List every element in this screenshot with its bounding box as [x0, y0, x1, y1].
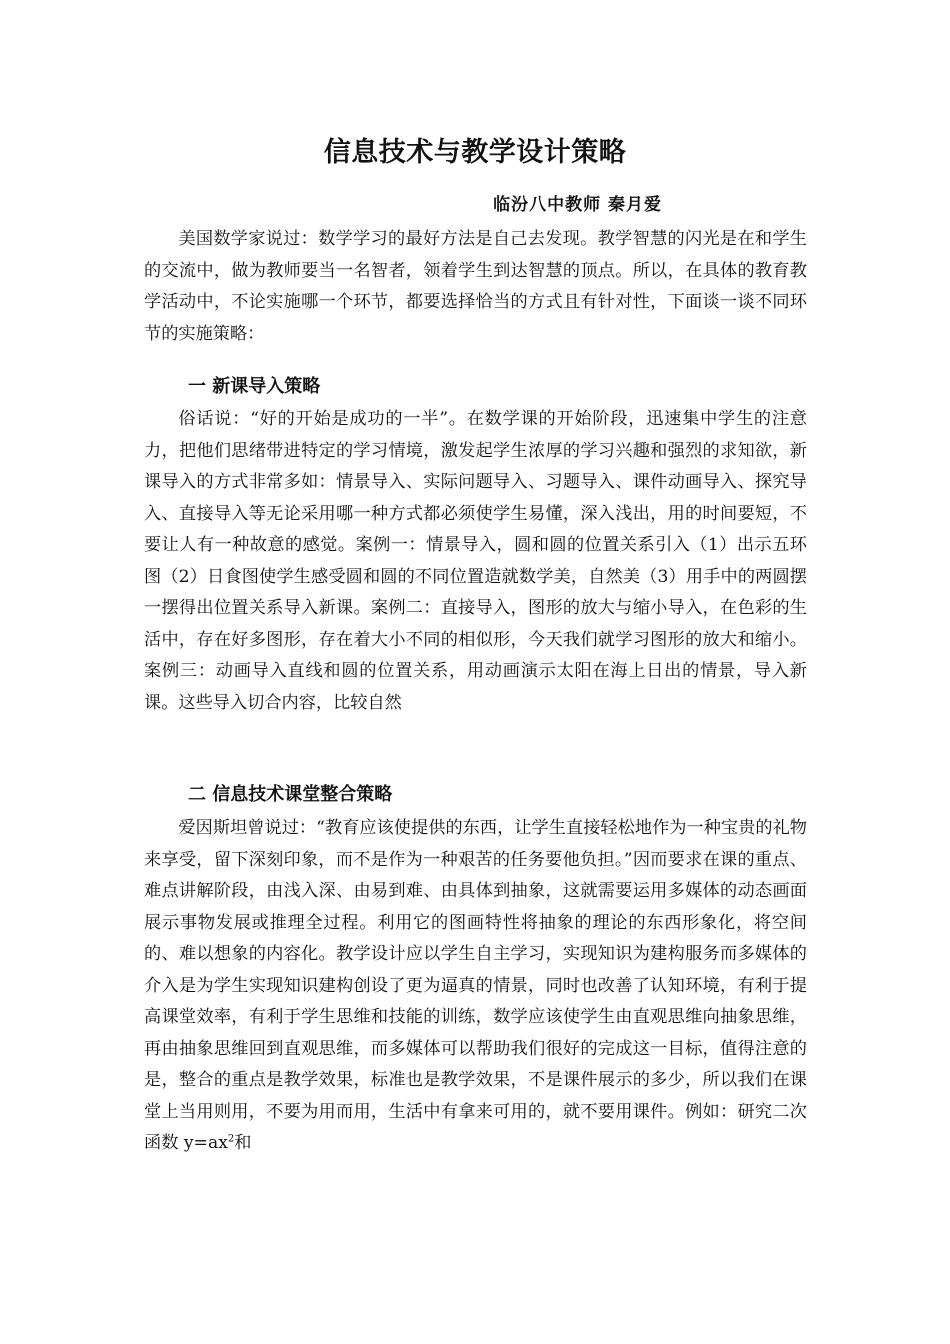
- author-line: 临汾八中教师 秦月爱: [493, 195, 662, 215]
- section-paragraph-1: 俗话说：“好的开始是成功的一半”。在数学课的开始阶段，迅速集中学生的注意力，把他们思绪带进特定的学习情境，激发起学生浓厚的学习兴趣和强烈的求知欲，新课导入的方式非常多如：情景导入、实际问题导入、习题导入、课件动画导入、探究导入、直接导入等无论采用哪一种方式都必须使学生易懂，深入浅出，用的时间要短，不要让人有一种故意的感觉。案例一：情景导入，圆和圆的位置关系引入（1）出示五环图（2）日食图使学生感受圆和圆的不同位置造就数学美，自然美（3）用手中的两圆摆一摆得出位置关系导入新课。案例二：直接导入，图形的放大与缩小导入，在色彩的生活中，存在好多图形，存在着大小不同的相似形，今天我们就学习图形的放大和缩小。案例三：动画导入直线和圆的位置关系，用动画演示太阳在海上日出的情景，导入新课。这些导入切合内容，比较自然: [144, 409, 807, 713]
- intro-paragraph: 美国数学家说过：数学学习的最好方法是自己去发现。教学智慧的闪光是在和学生的交流中，做为教师要当一名智者，领着学生到达智慧的顶点。所以，在具体的教育教学活动中，不论实施哪一个环节，都要选择恰当的方式且有针对性，下面谈一谈不同环节的实施策略：: [144, 229, 807, 344]
- exponent-superscript: 2: [227, 1133, 235, 1145]
- section-paragraph-2: [144, 813, 807, 1160]
- section-heading-2: 二 信息技术课堂整合策略: [188, 784, 393, 805]
- section-heading-1: 一 新课导入策略: [188, 376, 321, 397]
- document-title: 信息技术与教学设计策略: [323, 137, 627, 168]
- section-paragraph-2-text: 爱因斯坦曾说过：“教育应该使提供的东西，让学生直接轻松地作为一种宝贵的礼物来享受，留下深刻印象，而不是作为一种艰苦的任务要他负担。”因而要求在课的重点、难点讲解阶段，由浅入深、由易到难、由具体到抽象，这就需要运用多媒体的动态画面展示事物发展或推理全过程。利用它的图画特性将抽象的理论的东西形象化，将空间的、难以想象的内容化。教学设计应以学生自主学习，实现知识为建构服务而多媒体的介入是为学生实现知识建构创设了更为逼真的情景，同时也改善了认知环境，有利于提高课堂效率，有利于学生思维和技能的训练，数学应该使学生由直观思维向抽象思维，再由抽象思维回到直观思维，而多媒体可以帮助我们很好的完成这一目标，值得注意的是，整合的重点是教学效果，标准也是教学效果，不是课件展示的多少，所以我们在课堂上当用则用，不要为用而用，生活中有拿来可用的，就不要用课件。例如：研究二次函数 y=ax: [144, 818, 807, 1153]
- section-paragraph-2-trailing: 和: [234, 1133, 252, 1153]
